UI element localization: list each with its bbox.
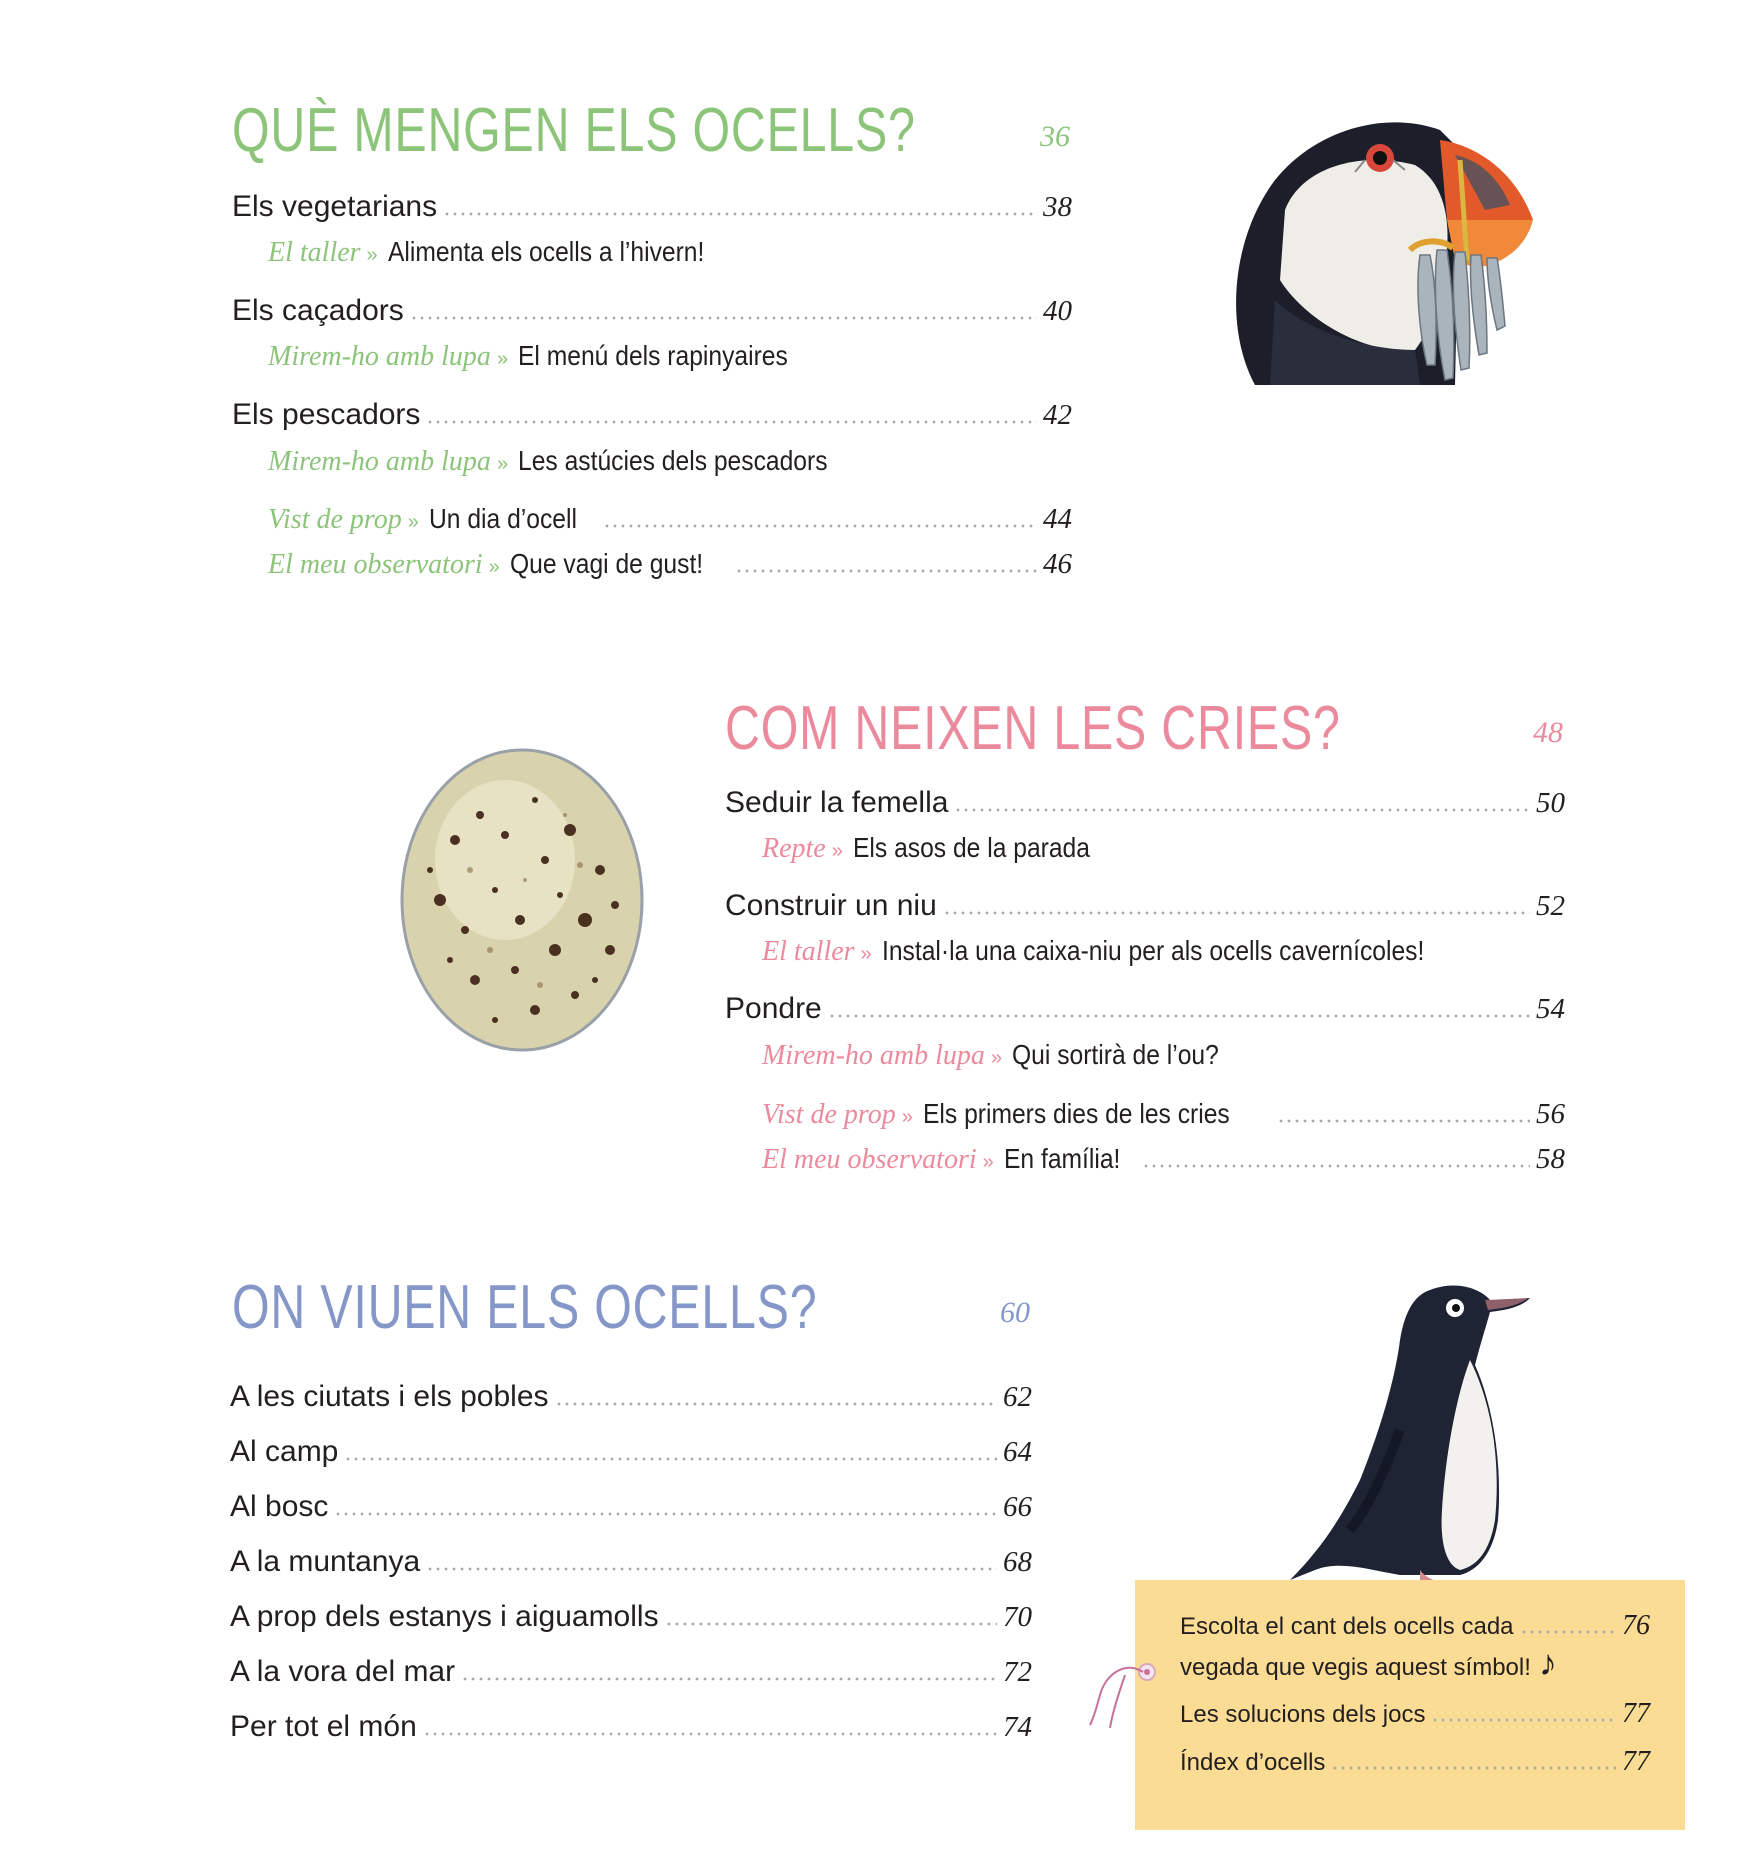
toc-subentry-taller-feed[interactable]: El taller » Alimenta els ocells a l’hivern! bbox=[268, 236, 705, 268]
toc-subentry-lupa-fishers[interactable]: Mirem-ho amb lupa » Les astúcies dels pescadors bbox=[268, 445, 828, 477]
section-title-habitats: ON VIUEN ELS OCELLS? bbox=[232, 1273, 818, 1342]
toc-subentry-taller-nestbox[interactable]: El taller » Instal·la una caixa-niu per als ocells cavernícoles! bbox=[762, 935, 1425, 967]
toc-entry-lay[interactable]: Pondre 54 bbox=[725, 992, 1565, 1025]
section-title-food: QUÈ MENGEN ELS OCELLS? bbox=[232, 96, 916, 165]
toc-subentry-observatori-enjoy[interactable]: El meu observatori » Que vagi de gust! 46 bbox=[268, 548, 1072, 580]
section-page-chicks: 48 bbox=[1533, 716, 1563, 749]
toc-entry-seaside[interactable]: A la vora del mar 72 bbox=[230, 1655, 1032, 1688]
toc-entry-seduce[interactable]: Seduir la femella 50 bbox=[725, 786, 1565, 819]
extras-note bbox=[1135, 1580, 1685, 1830]
toc-subentry-vist-day[interactable]: Vist de prop » Un dia d’ocell 44 bbox=[268, 503, 1072, 535]
section-page-habitats: 60 bbox=[1000, 1296, 1030, 1329]
speckled-egg-illustration bbox=[395, 720, 650, 1060]
toc-entry-fishers[interactable]: Els pescadors 42 bbox=[232, 398, 1072, 431]
toc-entry-world[interactable]: Per tot el món 74 bbox=[230, 1710, 1032, 1743]
pin-string-decoration bbox=[1085, 1650, 1160, 1730]
extras-song-entry[interactable]: Escolta el cant dels ocells cada 76 vegada que vegis aquest símbol! ♪ bbox=[1180, 1610, 1650, 1684]
toc-subentry-repte[interactable]: Repte » Els asos de la parada bbox=[762, 832, 1090, 864]
toc-subentry-lupa-raptors[interactable]: Mirem-ho amb lupa » El menú dels rapinyaires bbox=[268, 340, 788, 372]
toc-entry-cities[interactable]: A les ciutats i els pobles 62 bbox=[230, 1380, 1032, 1413]
extras-index-entry[interactable]: Índex d’ocells 77 bbox=[1180, 1746, 1650, 1777]
penguin-illustration bbox=[1280, 1270, 1540, 1590]
toc-entry-hunters[interactable]: Els caçadors 40 bbox=[232, 294, 1072, 327]
section-title-chicks: COM NEIXEN LES CRIES? bbox=[725, 694, 1341, 763]
toc-entry-mountain[interactable]: A la muntanya 68 bbox=[230, 1545, 1032, 1578]
toc-entry-vegetarians[interactable]: Els vegetarians 38 bbox=[232, 190, 1072, 223]
toc-entry-countryside[interactable]: Al camp 64 bbox=[230, 1435, 1032, 1468]
toc-entry-wetlands[interactable]: A prop dels estanys i aiguamolls 70 bbox=[230, 1600, 1032, 1633]
toc-subentry-observatori-family[interactable]: El meu observatori » En família! 58 bbox=[762, 1143, 1565, 1175]
music-note-icon: ♪ bbox=[1538, 1642, 1557, 1684]
section-page-food: 36 bbox=[1040, 120, 1070, 153]
toc-subentry-lupa-egg[interactable]: Mirem-ho amb lupa » Qui sortirà de l’ou? bbox=[762, 1039, 1219, 1071]
toc-entry-nest[interactable]: Construir un niu 52 bbox=[725, 889, 1565, 922]
toc-subentry-vist-chicks[interactable]: Vist de prop » Els primers dies de les cries 56 bbox=[762, 1098, 1565, 1130]
toc-entry-forest[interactable]: Al bosc 66 bbox=[230, 1490, 1032, 1523]
puffin-illustration bbox=[1215, 100, 1585, 385]
extras-solutions-entry[interactable]: Les solucions dels jocs 77 bbox=[1180, 1698, 1650, 1729]
